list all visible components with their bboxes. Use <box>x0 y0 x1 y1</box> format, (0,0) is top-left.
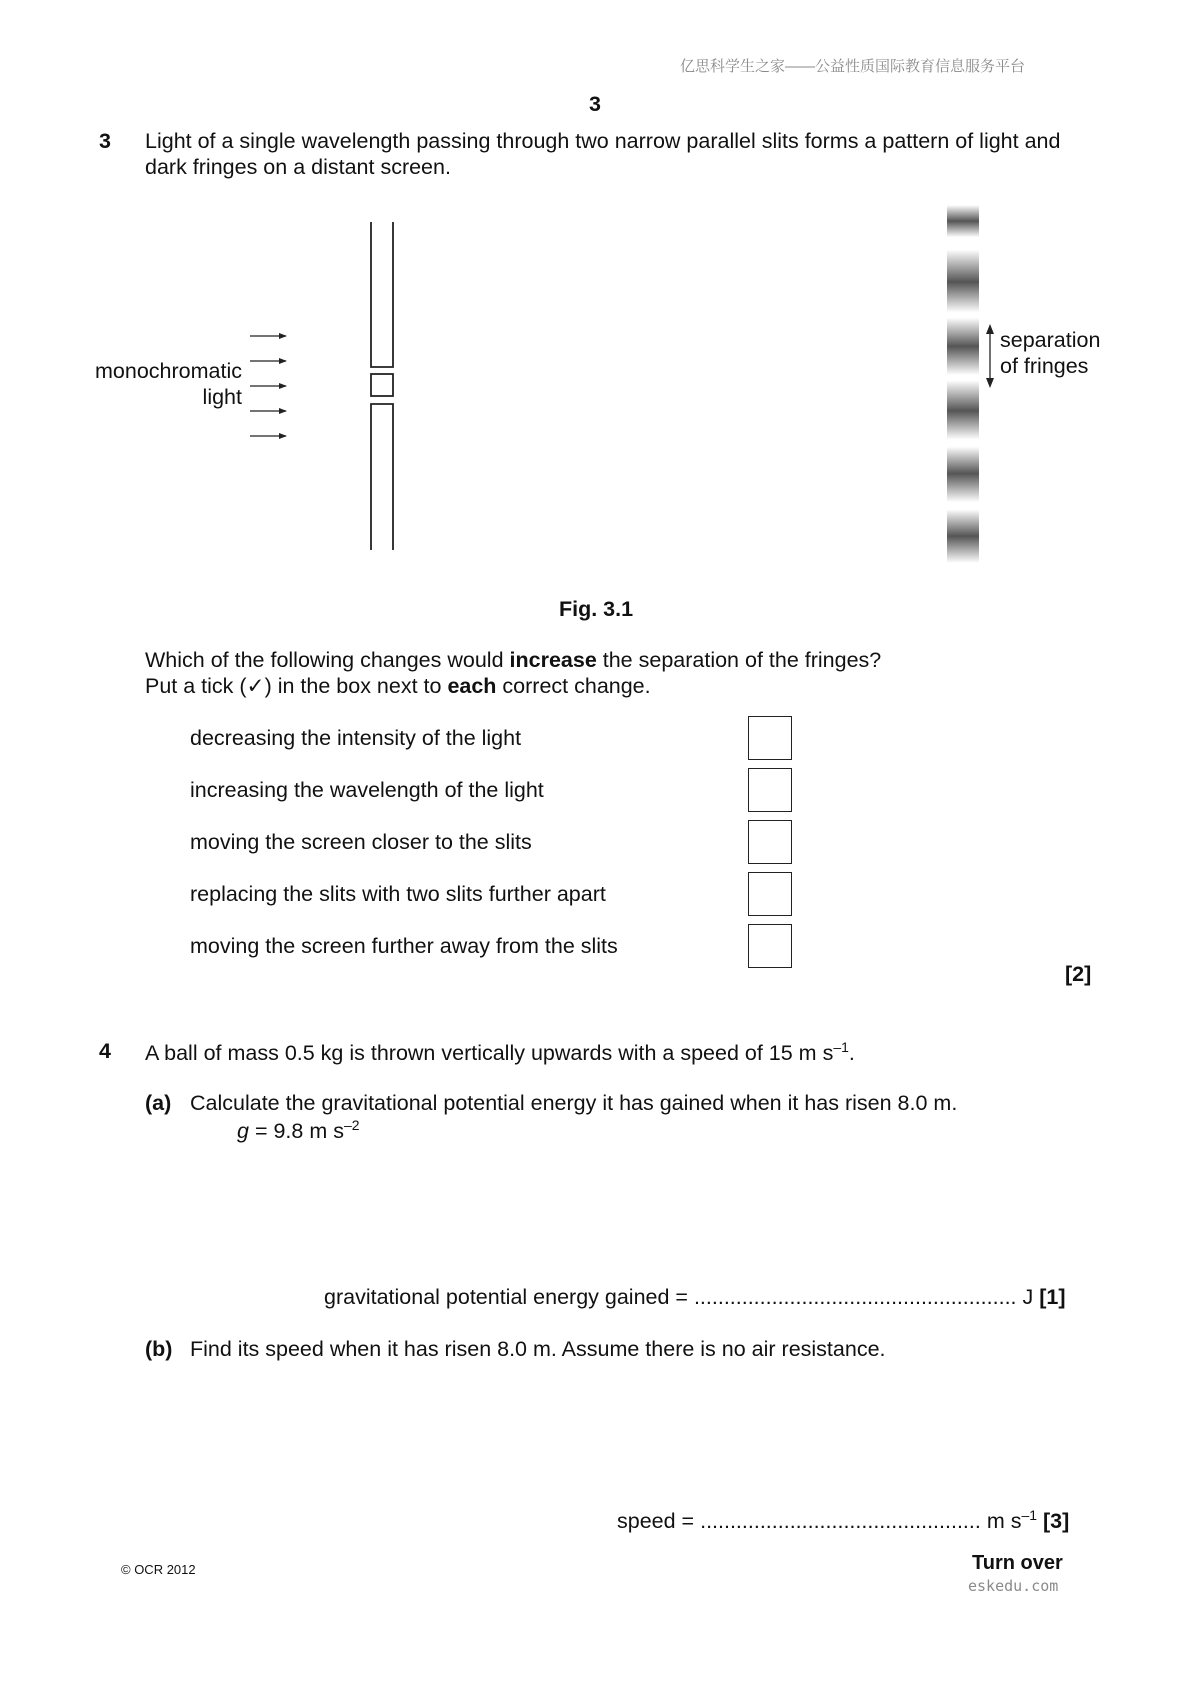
q4a-answer-line: gravitational potential energy gained = ...................................................... J [1] <box>324 1285 1066 1309</box>
option-label: increasing the wavelength of the light <box>190 778 544 802</box>
option-label: moving the screen further away from the slits <box>190 934 618 958</box>
q4a-text: Calculate the gravitational potential energy it has gained when it has risen 8.0 m. <box>190 1091 958 1115</box>
fig-3-1 <box>0 0 1191 600</box>
q3-question-line2: Put a tick (✓) in the box next to each correct change. <box>145 674 651 698</box>
label-of-fringes: of fringes <box>1000 354 1089 378</box>
q3-marks: [2] <box>1065 962 1092 986</box>
fringe-pattern <box>947 205 979 563</box>
q4b-label: (b) <box>145 1337 173 1361</box>
turn-over: Turn over <box>972 1552 1063 1574</box>
q4b-text: Find its speed when it has risen 8.0 m. Assume there is no air resistance. <box>190 1337 886 1361</box>
tick-box-option-5[interactable] <box>748 924 792 968</box>
q4-number: 4 <box>99 1039 111 1063</box>
q4a-g-value: g = 9.8 m $s^{-2}$ <box>237 1117 360 1143</box>
q4b-answer-line: speed = ............................................... m $s^{-1}$ [3] <box>617 1507 1070 1533</box>
q4a-label: (a) <box>145 1091 172 1115</box>
option-label: decreasing the intensity of the light <box>190 726 522 750</box>
watermark-bottom: eskedu.com <box>968 1577 1059 1595</box>
watermark-top: 亿思科学生之家——公益性质国际教育信息服务平台 <box>680 58 1026 75</box>
label-separation: separation <box>1000 328 1101 352</box>
barrier-bottom <box>371 404 393 550</box>
barrier-top <box>371 222 393 367</box>
slit-barrier <box>371 222 393 550</box>
barrier-middle <box>371 374 393 396</box>
option-label: replacing the slits with two slits further apart <box>190 882 606 906</box>
tick-box-option-2[interactable] <box>748 768 792 812</box>
q4-intro: A ball of mass 0.5 kg is thrown vertically upwards with a speed of 15 m $s^{-1}$. <box>145 1039 855 1065</box>
copyright: © OCR 2012 <box>121 1562 196 1577</box>
label-monochromatic: monochromatic <box>95 359 242 383</box>
light-arrows <box>250 336 286 436</box>
figure-caption: Fig. 3.1 <box>559 597 634 621</box>
q3-intro-line1: Light of a single wavelength passing through two narrow parallel slits forms a pattern of light and <box>145 129 1061 153</box>
tick-box-option-4[interactable] <box>748 872 792 916</box>
q3-number: 3 <box>99 129 111 153</box>
q3-question-line1: Which of the following changes would increase the separation of the fringes? <box>145 648 882 672</box>
option-label: moving the screen closer to the slits <box>190 830 532 854</box>
tick-box-option-1[interactable] <box>748 716 792 760</box>
page-number: 3 <box>589 92 601 116</box>
tick-box-option-3[interactable] <box>748 820 792 864</box>
label-light: light <box>202 385 242 409</box>
q4b-answer-blank[interactable]: ............................................... <box>700 1509 981 1533</box>
fig-3-1-diagram <box>0 0 1191 600</box>
separation-arrow <box>986 324 994 388</box>
q4a-answer-blank[interactable]: ...................................................... <box>693 1285 1017 1309</box>
q3-intro-line2: dark fringes on a distant screen. <box>145 155 451 179</box>
